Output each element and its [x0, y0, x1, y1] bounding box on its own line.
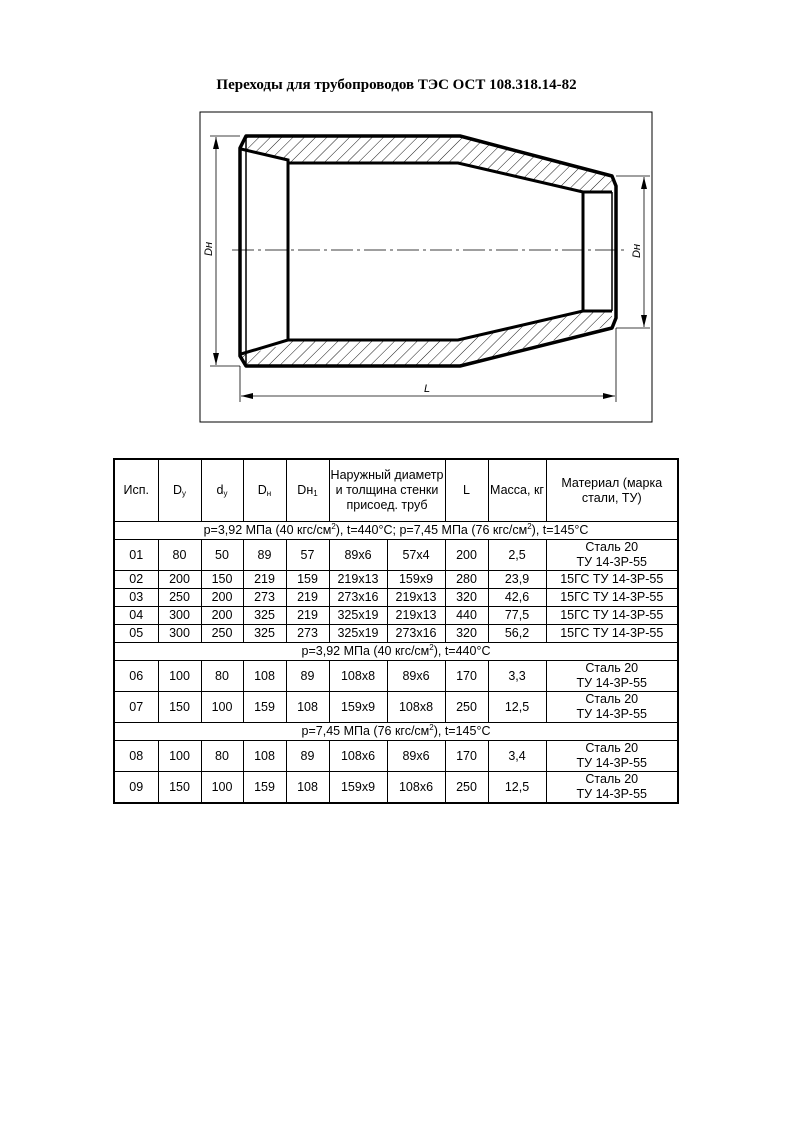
condition-row-1: [114, 522, 678, 540]
dim-label-dn-left: Dн: [203, 242, 215, 256]
material-cell: Сталь 20 ТУ 14-3Р-55: [546, 741, 678, 772]
header-dn: $D_н$: [243, 459, 286, 522]
condition-row-2: [114, 643, 678, 661]
header-length: L: [445, 459, 488, 522]
table-row: 06 100 80 108 89 108x8 89x6 170 3,3 Сталь 20 ТУ 14-3Р-55: [114, 661, 678, 692]
material-cell: Сталь 20 ТУ 14-3Р-55: [546, 540, 678, 571]
inner-contour: [241, 149, 288, 354]
reducer-drawing: [0, 0, 793, 440]
table-row: 08 100 80 108 89 108x6 89x6 170 3,4 Сталь 20 ТУ 14-3Р-55: [114, 741, 678, 772]
table-row: 09 150 100 159 108 159x9 108x6 250 12,5 Сталь 20 ТУ 14-3Р-55: [114, 772, 678, 804]
material-cell: Сталь 20 ТУ 14-3Р-55: [546, 661, 678, 692]
condition-text-2: p=3,92 МПа (40 кгс/$см^2$), t=440°C: [114, 643, 678, 661]
dim-label-length: L: [424, 383, 431, 395]
table-row: 01 80 50 89 57 89x6 57x4 200 2,5 Сталь 20 ТУ 14-3Р-55: [114, 540, 678, 571]
header-dn1: $Dн_1$: [286, 459, 329, 522]
header-material: Материал (марка стали, ТУ): [546, 459, 678, 522]
material-cell: Сталь 20 ТУ 14-3Р-55: [546, 772, 678, 804]
header-dy-small: $d_у$: [201, 459, 243, 522]
table-row: 04 300 200 325 219 325x19 219x13 440 77,5 15ГС ТУ 14-3Р-55: [114, 607, 678, 625]
condition-text-3: p=7,45 МПа (76 кгс/$см^2$), t=145°C: [114, 723, 678, 741]
document-title: Переходы для трубопроводов ТЭС ОСТ 108.318.14-82: [216, 77, 577, 93]
table-row: 07 150 100 159 108 159x9 108x8 250 12,5 Сталь 20 ТУ 14-3Р-55: [114, 692, 678, 723]
header-mass: Масса, кг: [488, 459, 546, 522]
table-row: 05 300 250 325 273 325x19 273x16 320 56,2 15ГС ТУ 14-3Р-55: [114, 625, 678, 643]
header-dy: $D_у$: [158, 459, 201, 522]
dim-label-dn-right: Dн: [631, 244, 643, 258]
table-row: 03 250 200 273 219 273x16 219x13 320 42,6 15ГС ТУ 14-3Р-55: [114, 589, 678, 607]
header-connected-pipes: Наружный диаметр и толщина стенки присоед. труб: [329, 459, 445, 522]
table-header-row: [114, 459, 678, 522]
condition-text-1: p=3,92 МПа (40 кгс/$см^2$), t=440°C; p=7,45 МПа (76 кгс/$см^2$), t=145°C: [114, 522, 678, 540]
specification-table: [113, 458, 679, 804]
header-isp: Исп.: [114, 459, 158, 522]
inner-taper: [288, 163, 612, 340]
material-cell: Сталь 20 ТУ 14-3Р-55: [546, 692, 678, 723]
condition-row-3: [114, 723, 678, 741]
table-row: 02 200 150 219 159 219x13 159x9 280 23,9 15ГС ТУ 14-3Р-55: [114, 571, 678, 589]
wall-bottom: [240, 311, 612, 365]
